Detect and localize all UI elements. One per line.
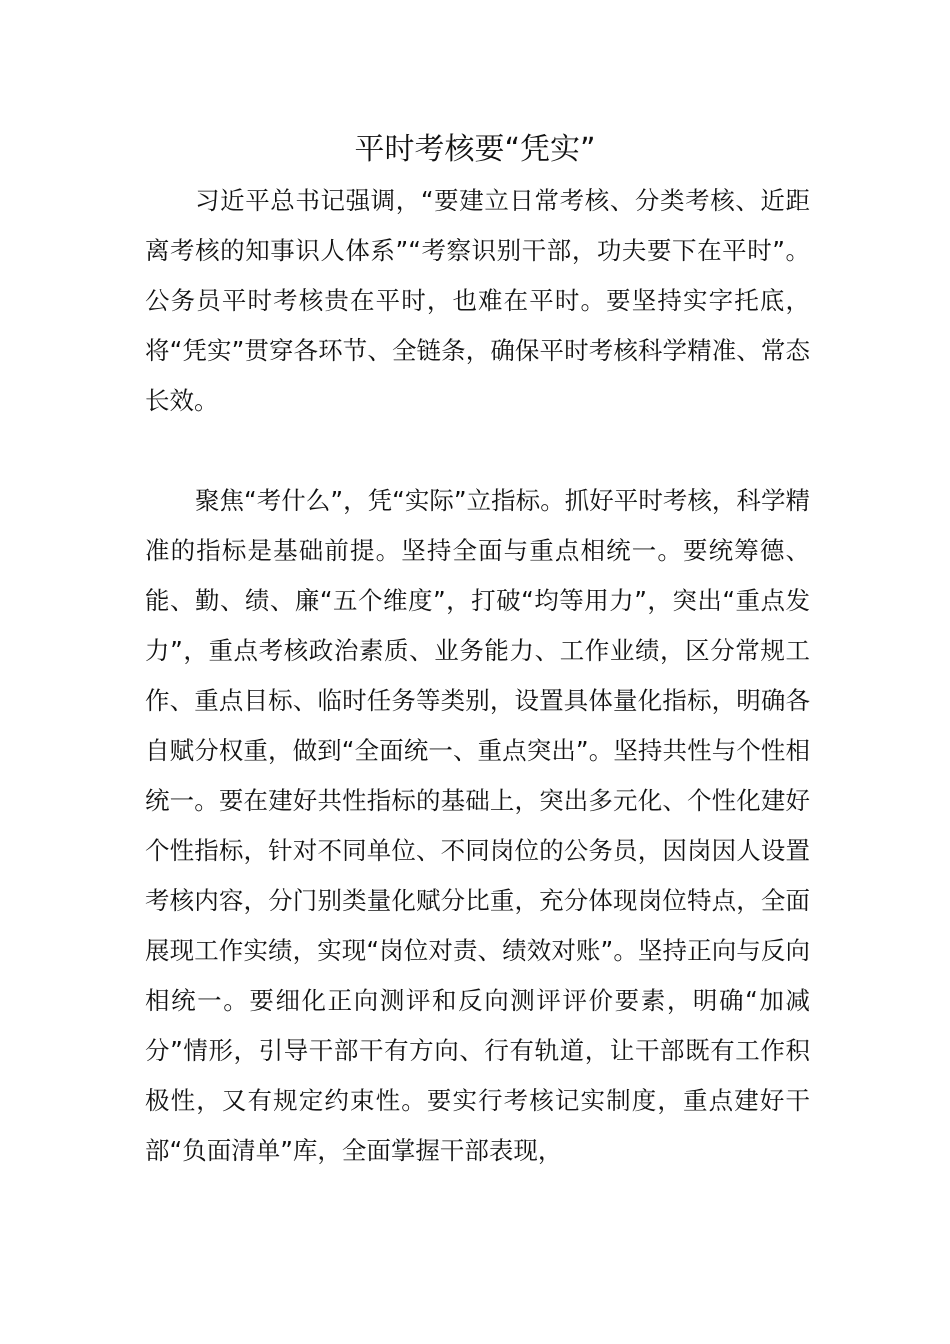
document-title: 平时考核要“凭实”: [354, 132, 596, 167]
paragraph-intro: 习近平总书记强调，“要建立日常考核、分类考核、近距离考核的知事识人体系”“考察识别干部，功夫要下在平时”。公务员平时考核贵在平时，也难在平时。要坚持实字托底，将“凭实”贯穿各环节、全链条，确保平时考核科学精准、常态长效。: [145, 186, 810, 415]
paragraph-indicators: 聚焦“考什么”，凭“实际”立指标。抓好平时考核，科学精准的指标是基础前提。坚持全面与重点相统一。要统筹德、能、勤、绩、廉“五个维度”，打破“均等用力”，突出“重点发力”，重点考核政治素质、业务能力、工作业绩，区分常规工作、重点目标、临时任务等类别，设置具体量化指标，明确各自赋分权重，做到“全面统一、重点突出”。坚持共性与个性相统一。要在建好共性指标的基础上，突出多元化、个性化建好个性指标，针对不同单位、不同岗位的公务员，因岗因人设置考核内容，分门别类量化赋分比重，充分体现岗位特点，全面展现工作实绩，实现“岗位对责、绩效对账”。坚持正向与反向相统一。要细化正向测评和反向测评评价要素，明确“加减分”情形，引导干部干有方向、行有轨道，让干部既有工作积极性，又有规定约束性。要实行考核记实制度，重点建好干部“负面清单”库，全面掌握干部表现，: [145, 486, 810, 1165]
